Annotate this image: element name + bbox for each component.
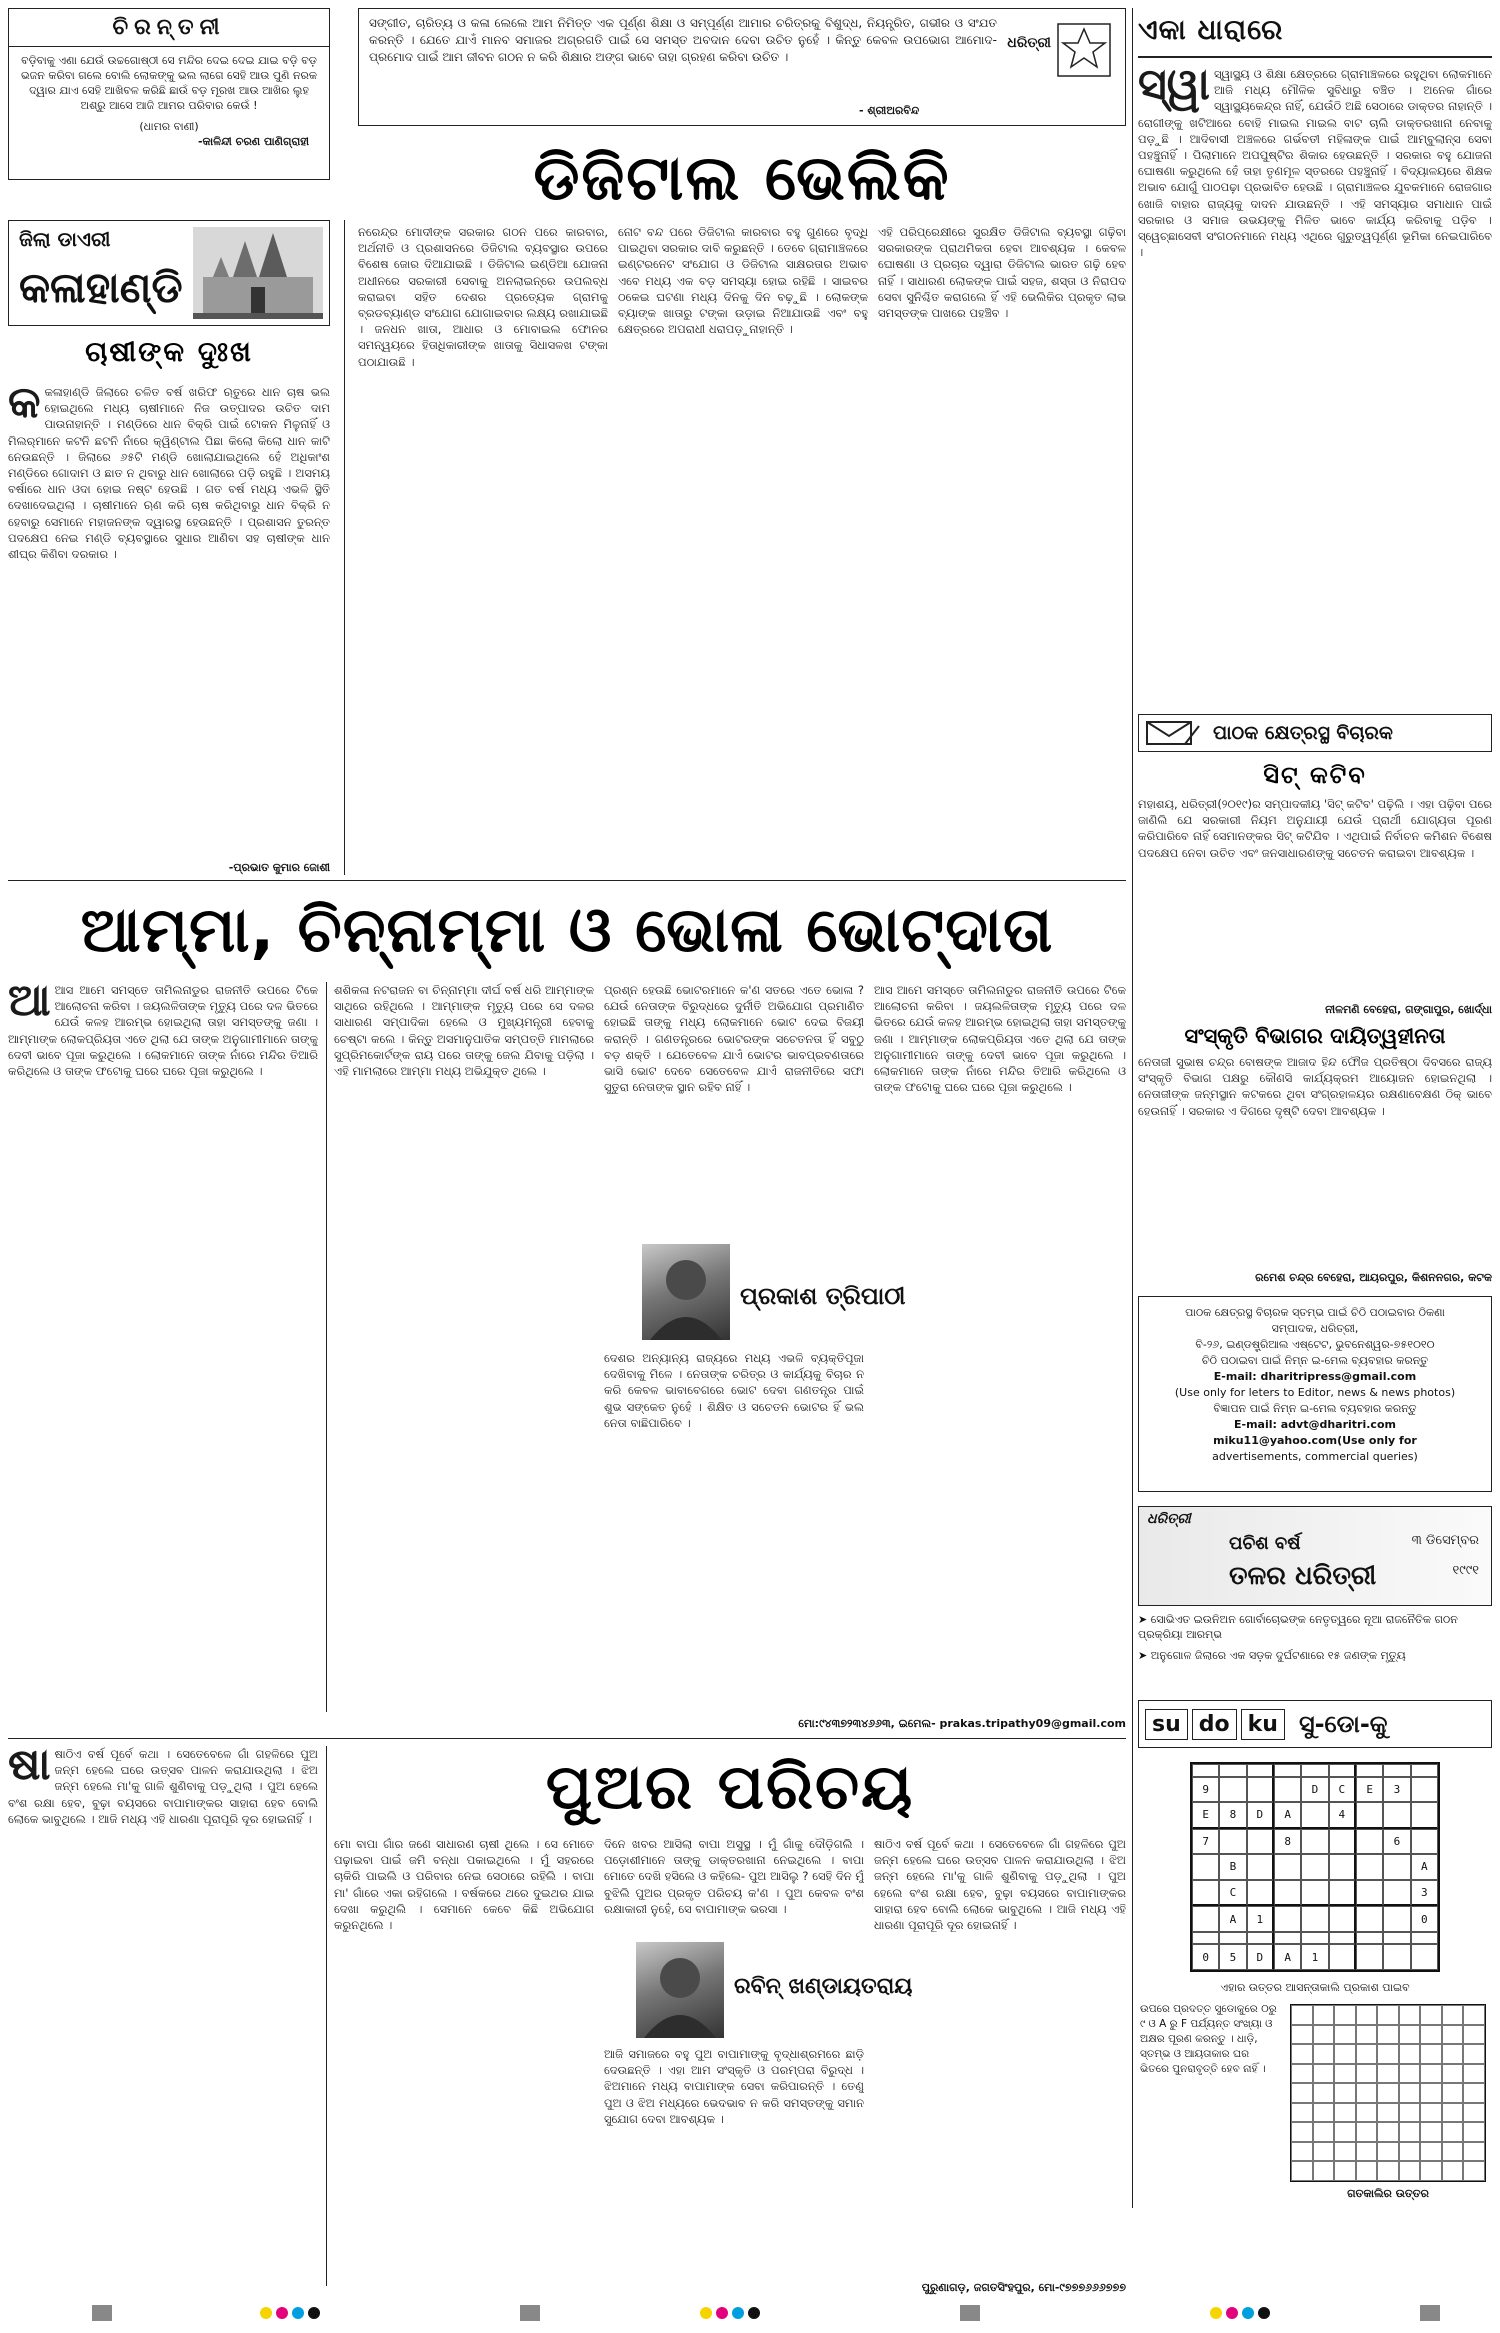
pathaka-heading: ସିଟ୍ କଟିବ [1263, 761, 1367, 789]
solution-cell [1291, 2044, 1313, 2064]
registration-dot-cyan [292, 2307, 304, 2319]
solution-cell [1399, 2103, 1421, 2123]
solution-cell [1442, 2103, 1464, 2123]
amma-signature: ମୋ:୯୪୩୭୨୩୪୬୬୩, ଇମେଲ- prakas.tripathy09@gmail.com [798, 1717, 1126, 1730]
solution-cell [1291, 2161, 1313, 2181]
registration-dot-yellow [1210, 2307, 1222, 2319]
solution-cell [1291, 2122, 1313, 2142]
solution-cell [1420, 2142, 1442, 2162]
solution-cell [1291, 2142, 1313, 2162]
registration-bar [92, 2305, 112, 2321]
solution-cell [1420, 2044, 1442, 2064]
sanskruti-signature: ରମେଶ ଚନ୍ଦ୍ର ବେହେରା, ଆୟରପୁର, କିଶନନଗର, କଟକ [1255, 1271, 1492, 1284]
rabin-khandayatray-photo [636, 1942, 724, 2038]
solution-cell [1377, 2122, 1399, 2142]
sudoku-cell[interactable] [1411, 1829, 1438, 1855]
editorial-col-3: ଏହି ପରିପ୍ରେକ୍ଷୀରେ ସୁରକ୍ଷିତ ଡିଜିଟାଲ ବ୍ୟବସ୍ଥା ଗଢ଼ିବା ସରକାରଙ୍କ ପ୍ରାଥମିକତା ହେବା ଆବଶ୍ୟକ । କେବଳ ଘୋଷଣା ଓ ପ୍ରଚାର ଦ୍ୱାରା ଡିଜିଟାଲ ଭାରତ ଗଢ଼ି ହେବ ନାହିଁ । ସାଧାରଣ ଲୋକଙ୍କ ପାଇଁ ସହଜ, ଶସ୍ତା ଓ ନିରାପଦ ସେବା ସୁନିଶ୍ଚିତ କରାଗଲେ ହିଁ ଏହି ଭେଲିକିର ପ୍ରକୃତ ଲାଭ ସମସ୍ତଙ୍କ ପାଖରେ ପହଞ୍ଚିବ । [878, 225, 1126, 321]
top-quote-text: ସଙ୍ଗୀତ, ଚାରିତ୍ୟ ଓ କଳା ଲେଲେ ଆମ ନିମିତ୍ତ ଏକ ପୂର୍ଣ୍ଣ ଶିକ୍ଷା ଓ ସମ୍ପୂର୍ଣ୍ଣ ଆମାର ଚରିତ୍ରକୁ ବିଶୁଦ୍ଧ, ନିୟନ୍ତ୍ରିତ, ଗଭୀର ଓ ସଂଯତ କରନ୍ତି । ଯେତେ ଯାଏଁ ମାନବ ସମାଜର ଅଗ୍ରଗତି ପାଇଁ ସେ ସମସ୍ତ ଅବଦାନ ଦେବା ଉଚିତ ନୁହେଁ । କିନ୍ତୁ କେବଳ ଉପଭୋଗ ଆମୋଦ-ପ୍ରମୋଦ ପାଇଁ ଆମ ଜୀବନ ଗଠନ ନ କରି ଶିକ୍ଷାର ଅଙ୍ଗ ଭାବେ ତାହା ଗ୍ରହଣ କରିବା ଉଚିତ । [369, 16, 997, 64]
sudoku-cell[interactable]: 0 [1411, 1906, 1438, 1932]
sudoku-cell[interactable] [1329, 1854, 1356, 1880]
puara-author: ରବିନ୍ ଖଣ୍ଡାୟତରାୟ [734, 1974, 913, 1999]
puara-col-3-bottom: ଆଜି ସମାଜରେ ବହୁ ପୁଅ ବାପାମାଙ୍କୁ ବୃଦ୍ଧାଶ୍ରମରେ ଛାଡ଼ି ଦେଉଛନ୍ତି । ଏହା ଆମ ସଂସ୍କୃତି ଓ ପରମ୍ପରା ବିରୁଦ୍ଧ । ଝିଅମାନେ ମଧ୍ୟ ବାପାମାଙ୍କ ସେବା କରିପାରନ୍ତି । ତେଣୁ ପୁଅ ଓ ଝିଅ ମଧ୍ୟରେ ଭେଦଭାବ ନ କରି ସମସ୍ତଙ୍କୁ ସମାନ ସୁଯୋଗ ଦେବା ଆବଶ୍ୟକ । [604, 2047, 864, 2126]
amma-col-2: ଶଶିକଳା ନଟରାଜନ ବା ଚିନ୍ନାମ୍ମା ଦୀର୍ଘ ବର୍ଷ ଧରି ଆମ୍ମାଙ୍କ ସାଥିରେ ରହିଥିଲେ । ଆମ୍ମାଙ୍କ ମୃତ୍ୟୁ ପରେ ସେ ଦଳର ସାଧାରଣ ସମ୍ପାଦିକା ହେଲେ ଓ ମୁଖ୍ୟମନ୍ତ୍ରୀ ହେବାକୁ ଚେଷ୍ଟା କଲେ । କିନ୍ତୁ ଅସମାନୁପାତିକ ସମ୍ପତ୍ତି ମାମଲାରେ ସୁପ୍ରିମକୋର୍ଟଙ୍କ ରାୟ ପରେ ତାଙ୍କୁ ଜେଲ ଯିବାକୁ ପଡ଼ିଲା । ଏହି ମାମଲାରେ ଆମ୍ମା ମଧ୍ୟ ଅଭିଯୁକ୍ତ ଥିଲେ । [334, 983, 594, 1079]
top-quote-author: - ଶ୍ରୀଅରବିନ୍ଦ [859, 104, 920, 117]
sudoku-title-su: su [1145, 1709, 1188, 1740]
solution-cell [1356, 2122, 1378, 2142]
sudoku-cell[interactable] [1383, 1906, 1410, 1932]
solution-cell [1313, 2142, 1335, 2162]
solution-cell [1356, 2142, 1378, 2162]
sudoku-cell[interactable]: C [1329, 1777, 1356, 1803]
zilla-diary-text [8, 384, 330, 854]
registration-dot-black [1258, 2307, 1270, 2319]
prakash-tripathy-photo [642, 1244, 730, 1340]
solution-cell [1420, 2005, 1442, 2025]
solution-cell [1463, 2083, 1485, 2103]
sudoku-cell[interactable] [1356, 1854, 1383, 1880]
solution-cell [1377, 2161, 1399, 2181]
sudoku-cell[interactable] [1356, 1802, 1383, 1829]
sudoku-cell[interactable]: D [1301, 1777, 1328, 1803]
sudoku-cell[interactable]: 9 [1192, 1777, 1219, 1803]
sudoku-cell[interactable] [1329, 1906, 1356, 1932]
sudoku-cell[interactable]: E [1192, 1802, 1219, 1829]
solution-cell [1291, 2083, 1313, 2103]
sudoku-cell[interactable] [1247, 1854, 1274, 1880]
contact-box [1138, 1296, 1492, 1492]
sudoku-cell[interactable] [1247, 1880, 1274, 1907]
sudoku-cell[interactable] [1356, 1829, 1383, 1855]
sudoku-cell[interactable] [1247, 1829, 1274, 1855]
pachisha-date: ୩ ଡିସେମ୍ବର [1411, 1533, 1479, 1548]
sudoku-cell[interactable] [1383, 1802, 1410, 1829]
sudoku-cell[interactable] [1301, 1764, 1328, 1777]
right-column-body: ସ୍ୱାସ୍ଥ୍ୟ ଓ ଶିକ୍ଷା କ୍ଷେତ୍ରରେ ଗ୍ରାମାଞ୍ଚଳରେ ରହୁଥିବା ଲୋକମାନେ ଆଜି ମଧ୍ୟ ମୌଳିକ ସୁବିଧାରୁ ବଞ୍ଚିତ । ଅନେକ ଗାଁରେ ସ୍ୱାସ୍ଥ୍ୟକେନ୍ଦ୍ର ନାହିଁ, ଯେଉଁଠି ଅଛି ସେଠାରେ ଡାକ୍ତର ନାହାନ୍ତି । ରୋଗୀଙ୍କୁ ଖଟିଆରେ ବୋହି ମାଇଲ ମାଇଲ ବାଟ ଚାଲି ଡାକ୍ତରଖାନା ନେବାକୁ ପଡ଼ୁଛି । ଆଦିବାସୀ ଅଞ୍ଚଳରେ ଗର୍ଭବତୀ ମହିଳାଙ୍କ ପାଇଁ ଆମ୍ବୁଲାନ୍ସ ସେବା ପହଞ୍ଚୁନାହିଁ । ପିଲାମାନେ ଅପପୁଷ୍ଟିର ଶିକାର ହେଉଛନ୍ତି । ସରକାର ବହୁ ଯୋଜନା ଘୋଷଣା କରୁଥିଲେ ହେଁ ତାହା ତୃଣମୂଳ ସ୍ତରରେ ପହଞ୍ଚୁନାହିଁ । ବିଦ୍ୟାଳୟରେ ଶିକ୍ଷକ ଅଭାବ ଯୋଗୁଁ ପାଠପଢ଼ା ପ୍ରଭାବିତ ହେଉଛି । ଗ୍ରାମାଞ୍ଚଳର ଯୁବକମାନେ ରୋଜଗାର ଖୋଜି ବାହାର ରାଜ୍ୟକୁ ଦାଦନ ଯାଉଛନ୍ତି । ଏହି ସମସ୍ୟାର ସମାଧାନ ପାଇଁ ସରକାର ଓ ସମାଜ ଉଭୟଙ୍କୁ ମିଳିତ ଭାବେ କାର୍ଯ୍ୟ କରିବାକୁ ପଡ଼ିବ । ସ୍ୱେଚ୍ଛାସେବୀ ସଂଗଠନମାନେ ମଧ୍ୟ ଏଥିରେ ଗୁରୁତ୍ୱପୂର୍ଣ୍ଣ ଭୂମିକା ନେଇପାରିବେ । [1138, 67, 1492, 260]
solution-cell [1463, 2044, 1485, 2064]
solution-cell [1356, 2064, 1378, 2084]
solution-cell [1377, 2083, 1399, 2103]
sudoku-cell[interactable]: 8 [1219, 1802, 1246, 1829]
solution-cell [1291, 2025, 1313, 2045]
registration-dot-black [748, 2307, 760, 2319]
solution-cell [1377, 2005, 1399, 2025]
sudoku-cell[interactable] [1329, 1829, 1356, 1855]
sudoku-solution-grid [1290, 2004, 1486, 2182]
sudoku-cell[interactable] [1192, 1906, 1219, 1932]
sudoku-cell[interactable] [1411, 1764, 1438, 1777]
pachisha-item-1: ➤ ସୋଭିଏତ ଇଉନିଅନ ଗୋର୍ବାଚୋଭଙ୍କ ନେତୃତ୍ୱରେ ନୂଆ ରାଜନୈତିକ ଗଠନ ପ୍ରକ୍ରିୟା ଆରମ୍ଭ [1138, 1613, 1458, 1641]
solution-cell [1377, 2064, 1399, 2084]
contact-email-1[interactable]: E-mail: dharitripress@gmail.com [1213, 1370, 1417, 1383]
solution-cell [1420, 2103, 1442, 2123]
solution-cell [1442, 2064, 1464, 2084]
solution-cell [1399, 2044, 1421, 2064]
sudoku-cell[interactable] [1219, 1764, 1246, 1777]
zilla-diary-heading: ଚାଷୀଙ୍କ ଦୁଃଖ [85, 335, 253, 368]
solution-cell [1463, 2122, 1485, 2142]
solution-cell [1291, 2005, 1313, 2025]
contact-email-3-note: advertisements, commercial queries) [1212, 1450, 1418, 1463]
solution-cell [1313, 2064, 1335, 2084]
sudoku-cell[interactable]: 1 [1301, 1944, 1328, 1970]
contact-email-3[interactable]: miku11@yahoo.com(Use only for [1213, 1434, 1417, 1447]
solution-cell [1399, 2122, 1421, 2142]
sudoku-cell[interactable]: D [1247, 1802, 1274, 1829]
contact-line-4: ଚିଠି ପଠାଇବା ପାଇଁ ନିମ୍ନ ଇ-ମେଲ ବ୍ୟବହାର କରନ୍ତୁ [1201, 1354, 1429, 1367]
sudoku-cell[interactable] [1274, 1932, 1301, 1945]
solution-cell [1313, 2083, 1335, 2103]
amma-col-3-top: ପ୍ରଶ୍ନ ହେଉଛି ଭୋଟରମାନେ କ'ଣ ସତରେ ଏତେ ଭୋଳା ? ଯେଉଁ ନେତାଙ୍କ ବିରୁଦ୍ଧରେ ଦୁର୍ନୀତି ଅଭିଯୋଗ ପ୍ରମାଣିତ ହୋଇଛି ତାଙ୍କୁ ମଧ୍ୟ ଲୋକମାନେ ଭୋଟ ଦେଇ ବିଜୟୀ କରାନ୍ତି । ଗଣତନ୍ତ୍ରରେ ଭୋଟରଙ୍କ ସଚେତନତା ହିଁ ସବୁଠୁ ବଡ଼ ଶକ୍ତି । ଯେତେବେଳ ଯାଏଁ ଭୋଟର ଭାବପ୍ରବଣତାରେ ଭାସି ଭୋଟ ଦେବେ ସେତେବେଳ ଯାଏଁ ରାଜନୀତିରେ ସଫା ସୁତୁରା ନେତାଙ୍କ ସ୍ଥାନ ରହିବ ନାହିଁ । [604, 983, 864, 1095]
solution-cell [1442, 2122, 1464, 2142]
solution-cell [1463, 2103, 1485, 2123]
puara-col-1-body: ଷାଠିଏ ବର୍ଷ ପୂର୍ବେ କଥା । ସେତେବେଳେ ଗାଁ ଗହଳିରେ ପୁଅ ଜନ୍ମ ହେଲେ ଘରେ ଉତ୍ସବ ପାଳନ କରାଯାଉଥିଲା । ଝିଅ ଜନ୍ମ ହେଲେ ମା'କୁ ଗାଳି ଶୁଣିବାକୁ ପଡ଼ୁଥିଲା । ପୁଅ ହେଲେ ବଂଶ ରକ୍ଷା ହେବ, ବୁଢ଼ା ବୟସରେ ବାପାମାଙ୍କର ସାହାରା ହେବ ବୋଲି ଲୋକେ ଭାବୁଥିଲେ । ଆଜି ମଧ୍ୟ ଏହି ଧାରଣା ପୂରାପୂରି ଦୂର ହୋଇନାହିଁ । [8, 1747, 318, 1826]
registration-dot-cyan [732, 2307, 744, 2319]
sudoku-cell[interactable] [1411, 1777, 1438, 1803]
solution-cell [1442, 2005, 1464, 2025]
pathaka-signature: ନୀଳମଣି ବେହେରା, ଗଙ୍ଗାପୁର, ଖୋର୍ଦ୍ଧା [1325, 1003, 1492, 1016]
sudoku-cell[interactable]: 3 [1411, 1880, 1438, 1907]
editorial-col-1: ନରେନ୍ଦ୍ର ମୋଦୀଙ୍କ ସରକାର ଗଠନ ପରେ କାରବାର, ଅର୍ଥନୀତି ଓ ପ୍ରଶାସନରେ ଡିଜିଟାଲ ବ୍ୟବସ୍ଥାର ଉପରେ ବିଶେଷ ଜୋର ଦିଆଯାଇଛି । ଡିଜିଟାଲ ଇଣ୍ଡିଆ ଯୋଜନା ଅଧୀନରେ ସରକାରୀ ସେବାକୁ ଅନଲାଇନ୍‌ରେ ଉପଲବ୍ଧ କରାଇବା ସହିତ ଦେଶର ପ୍ରତ୍ୟେକ ଗ୍ରାମକୁ ବ୍ରଡବ୍ୟାଣ୍ଡ ସଂଯୋଗ ଯୋଗାଇବାର ଲକ୍ଷ୍ୟ ରଖାଯାଇଛି । ଜନଧନ ଖାତା, ଆଧାର ଓ ମୋବାଇଲ ଫୋନର ସମନ୍ୱୟରେ ହିତାଧିକାରୀଙ୍କ ଖାତାକୁ ସିଧାସଳଖ ଟଙ୍କା ପଠାଯାଉଛି । [358, 225, 608, 369]
puara-col-4: ଷାଠିଏ ବର୍ଷ ପୂର୍ବେ କଥା । ସେତେବେଳେ ଗାଁ ଗହଳିରେ ପୁଅ ଜନ୍ମ ହେଲେ ଘରେ ଉତ୍ସବ ପାଳନ କରାଯାଉଥିଲା । ଝିଅ ଜନ୍ମ ହେଲେ ମା'କୁ ଗାଳି ଶୁଣିବାକୁ ପଡ଼ୁଥିଲା । ପୁଅ ହେଲେ ବଂଶ ରକ୍ଷା ହେବ, ବୁଢ଼ା ବୟସରେ ବାପାମାଙ୍କର ସାହାରା ହେବ ବୋଲି ଲୋକେ ଭାବୁଥିଲେ । ଆଜି ମଧ୍ୟ ଏହି ଧାରଣା ପୂରାପୂରି ଦୂର ହୋଇନାହିଁ । [874, 1837, 1126, 1933]
sudoku-title-odia: ସୁ-ଡୋ-କୁ [1298, 1710, 1388, 1738]
solution-cell [1420, 2122, 1442, 2142]
solution-cell [1334, 2025, 1356, 2045]
sudoku-cell[interactable]: A [1411, 1854, 1438, 1880]
solution-cell [1420, 2083, 1442, 2103]
sudoku-cell[interactable] [1329, 1880, 1356, 1907]
zilla-diary-header [8, 220, 330, 326]
sudoku-cell[interactable] [1301, 1802, 1328, 1829]
sudoku-cell[interactable] [1356, 1932, 1383, 1945]
zilla-diary-dropcap: କ [8, 384, 41, 428]
puara-col-2: ମୋ ବାପା ଗାଁର ଜଣେ ସାଧାରଣ ଚାଷୀ ଥିଲେ । ସେ ମୋତେ ପଢ଼ାଇବା ପାଇଁ ଜମି ବନ୍ଧା ପକାଇଥିଲେ । ମୁଁ ସହରରେ ଚାକିରି ପାଇଲି ଓ ପରିବାର ନେଇ ସେଠାରେ ରହିଲି । ବାପା ମା' ଗାଁରେ ଏକା ରହିଗଲେ । ବର୍ଷକରେ ଥରେ ଦୁଇଥର ଯାଇ ଦେଖା କରୁଥିଲି । ସେମାନେ କେବେ କିଛି ଅଭିଯୋଗ କରୁନଥିଲେ । [334, 1837, 594, 1933]
sudoku-cell[interactable] [1411, 1944, 1438, 1970]
solution-cell [1399, 2161, 1421, 2181]
author-photo-icon-2 [636, 1942, 724, 2038]
sudoku-cell[interactable] [1192, 1764, 1219, 1777]
solution-cell [1399, 2142, 1421, 2162]
contact-line-5: ବିଜ୍ଞାପନ ପାଇଁ ନିମ୍ନ ଇ-ମେଲ ବ୍ୟବହାର କରନ୍ତୁ [1213, 1402, 1417, 1415]
registration-dot-black [308, 2307, 320, 2319]
puara-signature: ପୁରୁଣାଗଡ଼, ଜଗତସିଂହପୁର, ମୋ-୯୭୭୭୬୬୬୭୭୭ [921, 2281, 1126, 2294]
sudoku-cell[interactable] [1301, 1829, 1328, 1855]
solution-cell [1377, 2044, 1399, 2064]
solution-cell [1463, 2064, 1485, 2084]
solution-cell [1463, 2161, 1485, 2181]
sudoku-cell[interactable] [1411, 1932, 1438, 1945]
sudoku-cell[interactable]: A [1274, 1802, 1301, 1829]
sudoku-cell[interactable] [1274, 1854, 1301, 1880]
solution-cell [1399, 2064, 1421, 2084]
registration-dot-yellow [700, 2307, 712, 2319]
contact-email-2[interactable]: E-mail: advt@dharitri.com [1234, 1418, 1396, 1431]
solution-cell [1377, 2142, 1399, 2162]
puara-dropcap: ଷା [8, 1746, 51, 1790]
sudoku-grid [1190, 1762, 1440, 1972]
right-column-dropcap: ସ୍ୱା [1138, 66, 1210, 110]
solution-cell [1399, 2083, 1421, 2103]
sudoku-cell[interactable] [1301, 1854, 1328, 1880]
amma-col-4: ଆସ ଆମେ ସମସ୍ତେ ତାମିଲନାଡୁର ରାଜନୀତି ଉପରେ ଟିକେ ଆଲୋଚନା କରିବା । ଜୟଲଳିତାଙ୍କ ମୃତ୍ୟୁ ପରେ ଦଳ ଭିତରେ ଯେଉଁ କଳହ ଆରମ୍ଭ ହୋଇଥିଲା ତାହା ସମସ୍ତଙ୍କୁ ଜଣା । ଆମ୍ମାଙ୍କ ଲୋକପ୍ରିୟତା ଏତେ ଥିଲା ଯେ ତାଙ୍କ ଅନୁଗାମୀମାନେ ତାଙ୍କୁ ଦେବୀ ଭାବେ ପୂଜା କରୁଥିଲେ । ଲୋକମାନେ ତାଙ୍କ ନାଁରେ ମନ୍ଦିର ତିଆରି କରିଥିଲେ ଓ ତାଙ୍କ ଫଟୋକୁ ଘରେ ଘରେ ପୂଜା କରୁଥିଲେ । [874, 983, 1126, 1095]
solution-cell [1420, 2025, 1442, 2045]
registration-dot-yellow [260, 2307, 272, 2319]
registration-dot-magenta [276, 2307, 288, 2319]
solution-cell [1420, 2064, 1442, 2084]
pathaka-text: ମହାଶୟ, ଧରିତ୍ରୀ(୨୦୧୯)ର ସମ୍ପାଦକୀୟ 'ସିଟ୍ କଟିବ' ପଢ଼ିଲି । ଏହା ପଢ଼ିବା ପରେ ଜାଣିଲି ଯେ ସରକାରୀ ନିୟମ ଅନୁଯାୟୀ ଯେଉଁ ପ୍ରାର୍ଥୀ ଯୋଗ୍ୟତା ପୂରଣ କରିପାରିବେ ନାହିଁ ସେମାନଙ୍କର ସିଟ୍ କଟିଯିବ । ଏଥିପାଇଁ ନିର୍ବାଚନ କମିଶନ ବିଶେଷ ପଦକ୍ଷେପ ନେବା ଉଚିତ ଏବଂ ଜନସାଧାରଣଙ୍କୁ ସଚେତନ କରାଇବା ଆବଶ୍ୟକ । [1138, 797, 1492, 860]
chirantani-text: ବଡ଼ିବାକୁ ଏଣା ଯେଉଁ ଉଚ୍ଚଗୋଷ୍ଠୀ ସେ ମନ୍ଦିର ଦେଇ ଦେଇ ଯାଇ ବଡ଼ି ବଡ଼ ଭଜନ କରିବା ଗଲେ ବୋଲି ଲୋକଙ୍କୁ ଭଲ ଲାଗେ ସେହି ଆଉ ପୁଣି ନରକ ଦ୍ୱାର ଯାଏ ସେହି ଆଖିବଳ କରିଛି ଛାଉଁ ବଡ଼ ମୂରଖ ଆଉ ଆଖିର ଲୁହ ଅଶ୍ରୁ ଆସେ ଆଜି ଆମର ପରିବାର କେଉଁ ! [21, 54, 317, 112]
solution-cell [1356, 2044, 1378, 2064]
sudoku-instruction: ଏହାର ଉତ୍ତର ଆସନ୍ତାକାଲି ପ୍ରକାଶ ପାଇବ [1220, 1981, 1410, 1994]
solution-cell [1313, 2044, 1335, 2064]
temple-photo [193, 227, 323, 319]
sudoku-answer-label: ଗତକାଲିର ଉତ୍ତର [1347, 2187, 1429, 2200]
chirantani-box [8, 8, 330, 180]
solution-cell [1377, 2025, 1399, 2045]
pachisha-item-2: ➤ ଅନୁଗୋଳ ଜିଲାରେ ଏକ ସଡ଼କ ଦୁର୍ଘଟଣାରେ ୧୫ ଜଣଙ୍କ ମୃତ୍ୟୁ [1138, 1649, 1406, 1662]
amma-headline: ଆମ୍ମା, ଚିନ୍ନାମ୍ମା ଓ ଭୋଳା ଭୋଟ୍‌ଦାତା [80, 893, 1054, 966]
solution-cell [1399, 2005, 1421, 2025]
amma-col-1 [8, 982, 318, 1712]
pachisha-items [1138, 1612, 1492, 1663]
zilla-diary-author: -ପ୍ରଭାତ କୁମାର ଜୋଶୀ [228, 861, 330, 874]
zilla-diary-label: ଜିଲା ଡାଏରୀ [19, 227, 111, 251]
puara-col-1 [8, 1746, 318, 2286]
sudoku-cell[interactable] [1329, 1944, 1356, 1970]
sudoku-title-ku: ku [1241, 1709, 1285, 1740]
sudoku-cell[interactable] [1329, 1932, 1356, 1945]
chirantani-title: ଚିରନ୍ତନୀ [112, 15, 226, 40]
registration-dot-magenta [1226, 2307, 1238, 2319]
chirantani-author: -କାଳିନ୍ଦୀ ଚରଣ ପାଣିଗ୍ରାହୀ [197, 135, 309, 148]
sudoku-cell[interactable]: 8 [1274, 1829, 1301, 1855]
sudoku-cell[interactable] [1383, 1944, 1410, 1970]
solution-cell [1442, 2142, 1464, 2162]
sudoku-cell[interactable] [1219, 1932, 1246, 1945]
sudoku-cell[interactable]: 0 [1192, 1944, 1219, 1970]
sudoku-cell[interactable] [1411, 1802, 1438, 1829]
solution-cell [1356, 2083, 1378, 2103]
zilla-diary-district: କଳାହାଣ୍ଡି [19, 263, 183, 312]
sanskruti-heading: ସଂସ୍କୃତି ବିଭାଗର ଦାୟିତ୍ୱହୀନତା [1184, 1024, 1446, 1048]
solution-cell [1334, 2044, 1356, 2064]
sudoku-cell[interactable]: B [1219, 1854, 1246, 1880]
pathaka-title: ପାଠକ କ୍ଷେତ୍ରସ୍ଥ ବିଚାରକ [1213, 722, 1393, 744]
sudoku-cell[interactable] [1247, 1777, 1274, 1803]
sudoku-cell[interactable] [1274, 1764, 1301, 1777]
sudoku-cell[interactable]: 4 [1329, 1802, 1356, 1829]
sudoku-cell[interactable]: D [1247, 1944, 1274, 1970]
sudoku-cell[interactable] [1356, 1764, 1383, 1777]
sudoku-cell[interactable] [1247, 1932, 1274, 1945]
solution-cell [1442, 2161, 1464, 2181]
chirantani-source: (ଧାମର ବାଣୀ) [139, 120, 199, 133]
author-photo-icon [642, 1244, 730, 1340]
solution-cell [1356, 2103, 1378, 2123]
solution-cell [1356, 2161, 1378, 2181]
solution-cell [1442, 2044, 1464, 2064]
contact-line-1: ପାଠକ କ୍ଷେତ୍ରସ୍ଥ ବିଚାରକ ସ୍ତମ୍ଭ ପାଇଁ ଚିଠି ପଠାଇବାର ଠିକଣା [1185, 1306, 1445, 1319]
sudoku-cell[interactable] [1274, 1880, 1301, 1907]
right-column-header [1138, 8, 1492, 58]
envelope-icon [1145, 718, 1201, 748]
solution-cell [1356, 2025, 1378, 2045]
solution-cell [1334, 2064, 1356, 2084]
contact-line-2: ସମ୍ପାଦକ, ଧରିତ୍ରୀ, [1271, 1322, 1359, 1335]
sudoku-cell[interactable] [1329, 1764, 1356, 1777]
sudoku-cell[interactable] [1274, 1906, 1301, 1932]
sudoku-cell[interactable] [1301, 1906, 1328, 1932]
amma-col-1-body: ଆସ ଆମେ ସମସ୍ତେ ତାମିଲନାଡୁର ରାଜନୀତି ଉପରେ ଟିକେ ଆଲୋଚନା କରିବା । ଜୟଲଳିତାଙ୍କ ମୃତ୍ୟୁ ପରେ ଦଳ ଭିତରେ ଯେଉଁ କଳହ ଆରମ୍ଭ ହୋଇଥିଲା ତାହା ସମସ୍ତଙ୍କୁ ଜଣା । ଆମ୍ମାଙ୍କ ଲୋକପ୍ରିୟତା ଏତେ ଥିଲା ଯେ ତାଙ୍କ ଅନୁଗାମୀମାନେ ତାଙ୍କୁ ଦେବୀ ଭାବେ ପୂଜା କରୁଥିଲେ । ଲୋକମାନେ ତାଙ୍କ ନାଁରେ ମନ୍ଦିର ତିଆରି କରିଥିଲେ ଓ ତାଙ୍କ ଫଟୋକୁ ଘରେ ଘରେ ପୂଜା କରୁଥିଲେ । [8, 983, 318, 1079]
amma-author: ପ୍ରକାଶ ତ୍ରିପାଠୀ [740, 1282, 906, 1310]
sudoku-header [1138, 1700, 1492, 1748]
sudoku-cell[interactable]: 7 [1192, 1829, 1219, 1855]
sudoku-cell[interactable] [1301, 1932, 1328, 1945]
pathaka-header [1138, 714, 1492, 752]
sudoku-cell[interactable] [1219, 1829, 1246, 1855]
sudoku-cell[interactable]: E [1356, 1777, 1383, 1803]
solution-cell [1463, 2005, 1485, 2025]
sudoku-cell[interactable] [1192, 1880, 1219, 1907]
sudoku-cell[interactable]: A [1274, 1944, 1301, 1970]
solution-cell [1442, 2083, 1464, 2103]
top-quote-box [358, 8, 1126, 126]
solution-cell [1356, 2005, 1378, 2025]
solution-cell [1313, 2103, 1335, 2123]
sudoku-cell[interactable]: 6 [1383, 1829, 1410, 1855]
pachisha-logo: ଧରିତ୍ରୀ [1147, 1511, 1191, 1527]
solution-cell [1291, 2103, 1313, 2123]
registration-dot-cyan [1242, 2307, 1254, 2319]
sudoku-title-do: do [1192, 1709, 1237, 1740]
sudoku-cell[interactable]: 1 [1247, 1906, 1274, 1932]
sudoku-cell[interactable] [1383, 1880, 1410, 1907]
sudoku-cell[interactable] [1219, 1777, 1246, 1803]
sudoku-cell[interactable] [1356, 1906, 1383, 1932]
sudoku-cell[interactable] [1247, 1764, 1274, 1777]
sudoku-cell[interactable] [1356, 1944, 1383, 1970]
solution-cell [1334, 2005, 1356, 2025]
solution-cell [1463, 2142, 1485, 2162]
sudoku-cell[interactable] [1383, 1764, 1410, 1777]
pachisha-box [1138, 1506, 1492, 1606]
dharitri-mini-logo: ଧରିତ୍ରୀ [1007, 35, 1051, 51]
sudoku-cell[interactable] [1301, 1880, 1328, 1907]
amma-dropcap: ଆ [8, 982, 51, 1026]
solution-cell [1334, 2122, 1356, 2142]
right-column-title: ଏକା ଧାରାରେ [1138, 13, 1284, 46]
sudoku-cell[interactable] [1192, 1854, 1219, 1880]
sudoku-cell[interactable] [1192, 1932, 1219, 1945]
solution-cell [1463, 2025, 1485, 2045]
solution-cell [1334, 2142, 1356, 2162]
solution-cell [1377, 2103, 1399, 2123]
solution-cell [1334, 2103, 1356, 2123]
zilla-diary-body: କଳାହାଣ୍ଡି ଜିଲାରେ ଚଳିତ ବର୍ଷ ଖରିଫ ଋତୁରେ ଧାନ ଚାଷ ଭଲ ହୋଇଥିଲେ ମଧ୍ୟ ଚାଷୀମାନେ ନିଜ ଉତ୍ପାଦର ଉଚିତ ଦାମ ପାଉନାହାନ୍ତି । ମଣ୍ଡିରେ ଧାନ ବିକ୍ରି ପାଇଁ ଟୋକନ ମିଳୁନାହିଁ ଓ ମିଲର୍‌ମାନେ କଟନି ଛଟନି ନାଁରେ କ୍ୱିଣ୍ଟାଲ ପିଛା କିଲୋ କିଲୋ ଧାନ କାଟି ନେଉଛନ୍ତି । ଜିଲାରେ ୬୫ଟି ମଣ୍ଡି ଖୋଲାଯାଇଥିଲେ ହେଁ ଅଧିକାଂଶ ମଣ୍ଡିରେ ଗୋଦାମ ଓ ଛାତ ନ ଥିବାରୁ ଧାନ ଖୋଲାରେ ପଡ଼ି ରହୁଛି । ଅସମୟ ବର୍ଷାରେ ଧାନ ଓଦା ହୋଇ ନଷ୍ଟ ହେଉଛି । ଗତ ବର୍ଷ ମଧ୍ୟ ଏଭଳି ସ୍ଥିତି ଦେଖାଦେଇଥିଲା । ଚାଷୀମାନେ ଋଣ କରି ଚାଷ କରିଥିବାରୁ ଧାନ ବିକ୍ରି ନ ହେବାରୁ ସେମାନେ ମହାଜନଙ୍କ ଦ୍ୱାରସ୍ଥ ହେଉଛନ୍ତି । ପ୍ରଶାସନ ତୁରନ୍ତ ପଦକ୍ଷେପ ନେଇ ମଣ୍ଡି ବ୍ୟବସ୍ଥାରେ ସୁଧାର ଆଣିବା ସହ ଚାଷୀଙ୍କ ଧାନ ଶୀଘ୍ର କିଣିବା ଦରକାର । [8, 385, 330, 562]
solution-cell [1399, 2025, 1421, 2045]
solution-cell [1334, 2083, 1356, 2103]
solution-cell [1313, 2025, 1335, 2045]
solution-cell [1313, 2161, 1335, 2181]
sudoku-cell[interactable] [1356, 1880, 1383, 1907]
sudoku-cell[interactable]: 5 [1219, 1944, 1246, 1970]
pachisha-label: ପଚିଶ ବର୍ଷ [1229, 1533, 1301, 1554]
registration-bar [520, 2305, 540, 2321]
sudoku-cell[interactable]: C [1219, 1880, 1246, 1907]
solution-cell [1313, 2122, 1335, 2142]
sudoku-cell[interactable] [1383, 1854, 1410, 1880]
editorial-headline: ଡିଜିଟାଲ ଭେଲିକି [533, 141, 951, 214]
sudoku-cell[interactable]: A [1219, 1906, 1246, 1932]
puara-headline: ପୁଅର ପରିଚୟ [545, 1750, 915, 1823]
registration-bar [1420, 2305, 1440, 2321]
star-emblem-icon [1057, 23, 1111, 77]
right-column-text [1138, 66, 1492, 706]
amma-col-3-bottom: ଦେଶର ଅନ୍ୟାନ୍ୟ ରାଜ୍ୟରେ ମଧ୍ୟ ଏଭଳି ବ୍ୟକ୍ତିପୂଜା ଦେଖିବାକୁ ମିଳେ । ନେତାଙ୍କ ଚରିତ୍ର ଓ କାର୍ଯ୍ୟକୁ ବିଚାର ନ କରି କେବଳ ଭାବାବେଗରେ ଭୋଟ ଦେବା ଗଣତନ୍ତ୍ର ପାଇଁ ଶୁଭ ସଙ୍କେତ ନୁହେଁ । ଶିକ୍ଷିତ ଓ ସଚେତନ ଭୋଟର ହିଁ ଭଲ ନେତା ବାଛିପାରିବେ । [604, 1351, 864, 1430]
solution-cell [1420, 2161, 1442, 2181]
sudoku-cell[interactable] [1383, 1932, 1410, 1945]
registration-bar [960, 2305, 980, 2321]
sudoku-cell[interactable] [1274, 1777, 1301, 1803]
registration-dot-magenta [716, 2307, 728, 2319]
pachisha-year: ୧୯୯୧ [1452, 1563, 1479, 1578]
editorial-col-2: ନୋଟ ବନ୍ଦ ପରେ ଡିଜିଟାଲ କାରବାର ବହୁ ଗୁଣରେ ବୃଦ୍ଧି ପାଇଥିବା ସରକାର ଦାବି କରୁଛନ୍ତି । ତେବେ ଗ୍ରାମାଞ୍ଚଳରେ ଇଣ୍ଟରନେଟ ସଂଯୋଗ ଓ ଡିଜିଟାଲ ସାକ୍ଷରତାର ଅଭାବ ଏବେ ମଧ୍ୟ ଏକ ବଡ଼ ସମସ୍ୟା ହୋଇ ରହିଛି । ସାଇବର ଠକେଇ ଘଟଣା ମଧ୍ୟ ଦିନକୁ ଦିନ ବଢ଼ୁଛି । ଲୋକଙ୍କ ବ୍ୟାଙ୍କ ଖାତାରୁ ଟଙ୍କା ଉଡ଼ାଇ ନିଆଯାଉଛି ଏବଂ ବହୁ କ୍ଷେତ୍ରରେ ଅପରାଧୀ ଧରାପଡ଼ୁନାହାନ୍ତି । [618, 225, 868, 337]
puara-col-3-top: ଦିନେ ଖବର ଆସିଲା ବାପା ଅସୁସ୍ଥ । ମୁଁ ଗାଁକୁ ଦୌଡ଼ିଗଲି । ପଡ଼ୋଶୀମାନେ ତାଙ୍କୁ ଡାକ୍ତରଖାନା ନେଇଥିଲେ । ବାପା ମୋତେ ଦେଖି ହସିଲେ ଓ କହିଲେ- ପୁଅ ଆସିଲୁ ? ସେହି ଦିନ ମୁଁ ବୁଝିଲି ପୁଅର ପ୍ରକୃତ ପରିଚୟ କ'ଣ । ପୁଅ କେବଳ ବଂଶ ରକ୍ଷାକାରୀ ନୁହେଁ, ସେ ବାପାମାଙ୍କ ଭରସା । [604, 1837, 864, 1916]
solution-cell [1334, 2161, 1356, 2181]
contact-email-1-note: (Use only for leters to Editor, news & news photos) [1174, 1386, 1456, 1399]
sudoku-rules: ଉପରେ ପ୍ରଦତ୍ତ ସୁଡୋକୁରେ ୦ରୁ ୯ ଓ A ରୁ F ପର୍ଯ୍ୟନ୍ତ ସଂଖ୍ୟା ଓ ଅକ୍ଷର ପୂରଣ କରନ୍ତୁ । ଧାଡ଼ି, ସ୍ତମ୍ଭ ଓ ଆୟତାକାର ଘର ଭିତରେ ପୁନରାବୃତ୍ତି ହେବ ନାହିଁ । [1140, 2003, 1277, 2075]
contact-line-3: ବି-୨୬, ଇଣ୍ଡଷ୍ଟ୍ରିଆଲ ଏଷ୍ଟେଟ, ଭୁବନେଶ୍ୱର-୭୫୧୦୧୦ [1195, 1338, 1435, 1351]
solution-cell [1442, 2025, 1464, 2045]
pachisha-label-2: ତଳର ଧରିତ୍ରୀ [1229, 1561, 1377, 1591]
solution-cell [1313, 2005, 1335, 2025]
sanskruti-text: ନେତାଜୀ ସୁଭାଷ ଚନ୍ଦ୍ର ବୋଷଙ୍କ ଆଜାଦ ହିନ୍ଦ ଫୌଜ ପ୍ରତିଷ୍ଠା ଦିବସରେ ରାଜ୍ୟ ସଂସ୍କୃତି ବିଭାଗ ପକ୍ଷରୁ କୌଣସି କାର୍ଯ୍ୟକ୍ରମ ଆୟୋଜନ ହୋଇନଥିଲା । ନେତାଜୀଙ୍କ ଜନ୍ମସ୍ଥାନ କଟକରେ ଥିବା ସଂଗ୍ରହାଳୟର ରକ୍ଷଣାବେକ୍ଷଣ ଠିକ୍ ଭାବେ ହେଉନାହିଁ । ସରକାର ଏ ଦିଗରେ ଦୃଷ୍ଟି ଦେବା ଆବଶ୍ୟକ । [1138, 1055, 1492, 1118]
solution-cell [1291, 2064, 1313, 2084]
sudoku-cell[interactable]: 3 [1383, 1777, 1410, 1803]
